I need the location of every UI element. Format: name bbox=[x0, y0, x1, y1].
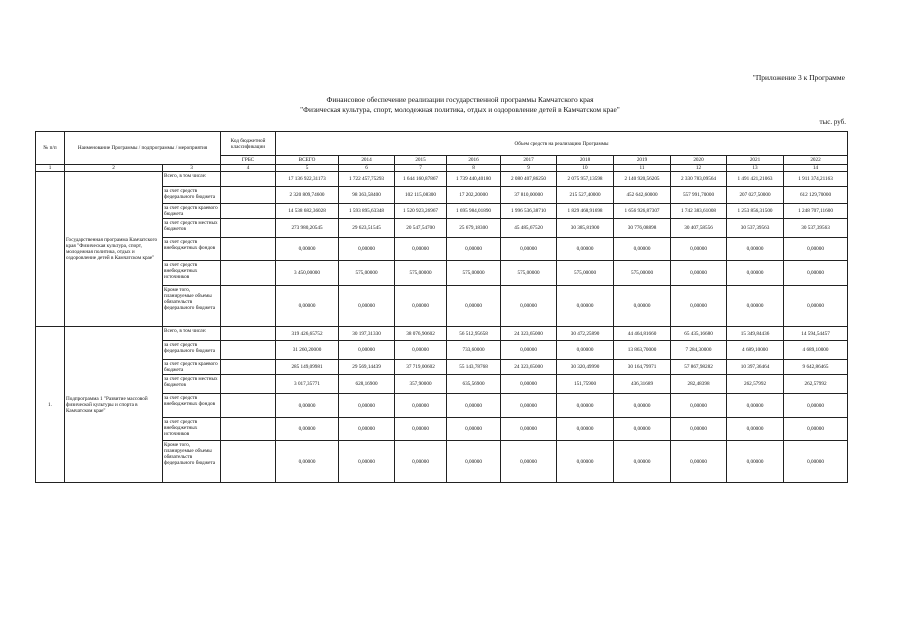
amount-cell: 44 464,81660 bbox=[614, 327, 671, 341]
amount-cell: 0,00000 bbox=[276, 394, 339, 418]
amount-cell: 262,57992 bbox=[784, 375, 848, 394]
funding-source: Кроме того, планируемые объемы обязательств федерального бюджета bbox=[163, 286, 221, 327]
title-line-1: Финансовое обеспечение реализации государственной программы Камчатского края bbox=[326, 95, 594, 104]
amount-cell: 262,57992 bbox=[727, 375, 784, 394]
amount-cell: 10 397,36464 bbox=[727, 360, 784, 375]
amount-cell: 0,00000 bbox=[671, 286, 727, 327]
budget-code bbox=[221, 360, 276, 375]
amount-cell: 0,00000 bbox=[395, 418, 447, 441]
amount-cell: 0,00000 bbox=[501, 375, 557, 394]
amount-cell: 13 863,70000 bbox=[614, 341, 671, 360]
amount-cell: 3 017,35771 bbox=[276, 375, 339, 394]
budget-code bbox=[221, 327, 276, 341]
funding-source: за счет средств федерального бюджета bbox=[163, 187, 221, 204]
funding-source: за счет средств местных бюджетов bbox=[163, 375, 221, 394]
amount-cell: 0,00000 bbox=[339, 418, 395, 441]
amount-cell: 0,00000 bbox=[784, 261, 848, 286]
amount-cell: 37 810,00000 bbox=[501, 187, 557, 204]
amount-cell: 1 520 923,26967 bbox=[395, 204, 447, 219]
budget-code bbox=[221, 394, 276, 418]
amount-cell: 0,00000 bbox=[447, 418, 501, 441]
column-number: 6 bbox=[339, 165, 395, 172]
amount-cell: 0,00000 bbox=[784, 418, 848, 441]
row-number bbox=[36, 172, 65, 327]
amount-cell: 37 719,00602 bbox=[395, 360, 447, 375]
amount-cell: 0,00000 bbox=[339, 286, 395, 327]
amount-cell: 55 143,78768 bbox=[447, 360, 501, 375]
header-year: ВСЕГО bbox=[276, 156, 339, 165]
amount-cell: 1 722 457,75293 bbox=[339, 172, 395, 187]
amount-cell: 0,00000 bbox=[501, 441, 557, 483]
amount-cell: 4 689,10000 bbox=[727, 341, 784, 360]
budget-code bbox=[221, 187, 276, 204]
amount-cell: 215 527,40000 bbox=[557, 187, 614, 204]
amount-cell: 56 512,95658 bbox=[447, 327, 501, 341]
column-number: 2 bbox=[65, 165, 163, 172]
amount-cell: 0,00000 bbox=[276, 238, 339, 261]
amount-cell: 628,16900 bbox=[339, 375, 395, 394]
amount-cell: 0,00000 bbox=[671, 418, 727, 441]
budget-code bbox=[221, 238, 276, 261]
amount-cell: 29 569,14439 bbox=[339, 360, 395, 375]
appendix-label: "Приложение 3 к Программе bbox=[752, 73, 845, 82]
amount-cell: 0,00000 bbox=[557, 441, 614, 483]
amount-cell: 0,00000 bbox=[614, 441, 671, 483]
table-row bbox=[36, 327, 848, 341]
amount-cell: 25 679,18300 bbox=[447, 219, 501, 238]
amount-cell: 0,00000 bbox=[614, 238, 671, 261]
amount-cell: 0,00000 bbox=[395, 286, 447, 327]
amount-cell: 30 537,39563 bbox=[784, 219, 848, 238]
amount-cell: 282,48398 bbox=[671, 375, 727, 394]
funding-source: за счет средств внебюджетных источников bbox=[163, 418, 221, 441]
amount-cell: 65 435,16680 bbox=[671, 327, 727, 341]
amount-cell: 14 594,54457 bbox=[784, 327, 848, 341]
amount-cell: 357,90000 bbox=[395, 375, 447, 394]
program-name: Государственная программа Камчатского края "Физическая культура, спорт, молодежная политика, отдых и оздоровление детей в Камчатском крае" bbox=[65, 172, 163, 327]
amount-cell: 0,00000 bbox=[339, 394, 395, 418]
amount-cell: 30 164,79971 bbox=[614, 360, 671, 375]
amount-cell: 0,00000 bbox=[614, 418, 671, 441]
funding-source: Всего, в том числе: bbox=[163, 327, 221, 341]
amount-cell: 24 323,65000 bbox=[501, 360, 557, 375]
amount-cell: 17 136 922,31173 bbox=[276, 172, 339, 187]
amount-cell: 0,00000 bbox=[557, 394, 614, 418]
funding-source: за счет средств местных бюджетов bbox=[163, 219, 221, 238]
amount-cell: 0,00000 bbox=[784, 394, 848, 418]
amount-cell: 207 027,50000 bbox=[727, 187, 784, 204]
title-line-2: "Физическая культура, спорт, молодежная политика, отдых и оздоровление детей в Камчатском крае" bbox=[300, 105, 620, 114]
amount-cell: 0,00000 bbox=[784, 238, 848, 261]
header-code: Код бюджетной классификации bbox=[221, 132, 276, 156]
header-year: 2022 bbox=[784, 156, 848, 165]
table-header bbox=[36, 132, 848, 172]
budget-code bbox=[221, 219, 276, 238]
amount-cell: 273 980,20545 bbox=[276, 219, 339, 238]
program-name: Подпрограмма 1 "Развитие массовой физической культуры и спорта в Камчатском крае" bbox=[65, 327, 163, 483]
amount-cell: 0,00000 bbox=[784, 441, 848, 483]
amount-cell: 9 642,86465 bbox=[784, 360, 848, 375]
amount-cell: 0,00000 bbox=[501, 394, 557, 418]
amount-cell: 24 323,65000 bbox=[501, 327, 557, 341]
amount-cell: 0,00000 bbox=[557, 418, 614, 441]
amount-cell: 0,00000 bbox=[339, 238, 395, 261]
header-year: 2015 bbox=[395, 156, 447, 165]
amount-cell: 14 538 682,36028 bbox=[276, 204, 339, 219]
funding-source: за счет средств краевого бюджета bbox=[163, 360, 221, 375]
amount-cell: 436,31689 bbox=[614, 375, 671, 394]
amount-cell: 1 248 707,11600 bbox=[784, 204, 848, 219]
column-number: 4 bbox=[221, 165, 276, 172]
amount-cell: 0,00000 bbox=[501, 286, 557, 327]
column-number: 9 bbox=[501, 165, 557, 172]
amount-cell: 0,00000 bbox=[501, 341, 557, 360]
amount-cell: 0,00000 bbox=[727, 418, 784, 441]
amount-cell: 1 644 160,87867 bbox=[395, 172, 447, 187]
funding-source: за счет средств федерального бюджета bbox=[163, 341, 221, 360]
amount-cell: 0,00000 bbox=[671, 394, 727, 418]
amount-cell: 285 149,09981 bbox=[276, 360, 339, 375]
header-year: 2021 bbox=[727, 156, 784, 165]
header-year: 2017 bbox=[501, 156, 557, 165]
budget-code bbox=[221, 341, 276, 360]
amount-cell: 733,60000 bbox=[447, 341, 501, 360]
amount-cell: 1 695 984,01890 bbox=[447, 204, 501, 219]
funding-source: за счет средств внебюджетных фондов bbox=[163, 238, 221, 261]
amount-cell: 0,00000 bbox=[727, 441, 784, 483]
amount-cell: 30 197,31330 bbox=[339, 327, 395, 341]
amount-cell: 452 642,60000 bbox=[614, 187, 671, 204]
amount-cell: 15 349,84436 bbox=[727, 327, 784, 341]
amount-cell: 17 202,20000 bbox=[447, 187, 501, 204]
amount-cell: 319 426,65752 bbox=[276, 327, 339, 341]
column-number: 11 bbox=[614, 165, 671, 172]
header-year: 2018 bbox=[557, 156, 614, 165]
amount-cell: 0,00000 bbox=[339, 341, 395, 360]
column-number: 14 bbox=[784, 165, 848, 172]
funding-source: за счет средств внебюджетных источников bbox=[163, 261, 221, 286]
amount-cell: 1 742 383,61008 bbox=[671, 204, 727, 219]
funding-source: за счет средств внебюджетных фондов bbox=[163, 394, 221, 418]
amount-cell: 1 656 926,87307 bbox=[614, 204, 671, 219]
amount-cell: 29 623,51545 bbox=[339, 219, 395, 238]
amount-cell: 0,00000 bbox=[395, 441, 447, 483]
amount-cell: 635,56900 bbox=[447, 375, 501, 394]
amount-cell: 0,00000 bbox=[447, 441, 501, 483]
budget-code bbox=[221, 204, 276, 219]
financing-table bbox=[35, 131, 848, 483]
header-name: Наименование Программы / подпрограммы / мероприятия bbox=[65, 132, 221, 165]
amount-cell: 2 330 783,09564 bbox=[671, 172, 727, 187]
column-number: 5 bbox=[276, 165, 339, 172]
amount-cell: 2 140 920,56205 bbox=[614, 172, 671, 187]
amount-cell: 575,00000 bbox=[614, 261, 671, 286]
amount-cell: 0,00000 bbox=[447, 286, 501, 327]
amount-cell: 30 776,08898 bbox=[614, 219, 671, 238]
amount-cell: 0,00000 bbox=[557, 341, 614, 360]
amount-cell: 0,00000 bbox=[671, 441, 727, 483]
funding-source: за счет средств краевого бюджета bbox=[163, 204, 221, 219]
amount-cell: 0,00000 bbox=[671, 238, 727, 261]
header-year: 2016 bbox=[447, 156, 501, 165]
row-number: 1. bbox=[36, 327, 65, 483]
amount-cell: 0,00000 bbox=[557, 286, 614, 327]
amount-cell: 2 075 957,13598 bbox=[557, 172, 614, 187]
amount-cell: 0,00000 bbox=[395, 238, 447, 261]
budget-code bbox=[221, 286, 276, 327]
amount-cell: 30 407,58556 bbox=[671, 219, 727, 238]
amount-cell: 575,00000 bbox=[501, 261, 557, 286]
amount-cell: 575,00000 bbox=[395, 261, 447, 286]
column-number: 10 bbox=[557, 165, 614, 172]
amount-cell: 2 320 809,74600 bbox=[276, 187, 339, 204]
amount-cell: 0,00000 bbox=[276, 441, 339, 483]
amount-cell: 98 363,58400 bbox=[339, 187, 395, 204]
amount-cell: 0,00000 bbox=[501, 418, 557, 441]
amount-cell: 57 867,98282 bbox=[671, 360, 727, 375]
amount-cell: 2 080 407,86250 bbox=[501, 172, 557, 187]
amount-cell: 1 911 374,21163 bbox=[784, 172, 848, 187]
amount-cell: 151,75900 bbox=[557, 375, 614, 394]
amount-cell: 102 115,08300 bbox=[395, 187, 447, 204]
amount-cell: 0,00000 bbox=[447, 238, 501, 261]
column-number: 8 bbox=[447, 165, 501, 172]
amount-cell: 20 547,54700 bbox=[395, 219, 447, 238]
amount-cell: 7 284,30000 bbox=[671, 341, 727, 360]
amount-cell: 1 491 421,21063 bbox=[727, 172, 784, 187]
amount-cell: 30 537,39563 bbox=[727, 219, 784, 238]
header-year: 2019 bbox=[614, 156, 671, 165]
column-number: 13 bbox=[727, 165, 784, 172]
header-year: 2020 bbox=[671, 156, 727, 165]
header-volume: Объем средств на реализацию Программы bbox=[276, 132, 848, 156]
amount-cell: 1 253 856,31500 bbox=[727, 204, 784, 219]
amount-cell: 0,00000 bbox=[727, 394, 784, 418]
document-title bbox=[160, 95, 760, 115]
amount-cell: 575,00000 bbox=[339, 261, 395, 286]
amount-cell: 45 485,67520 bbox=[501, 219, 557, 238]
amount-cell: 38 076,90602 bbox=[395, 327, 447, 341]
amount-cell: 0,00000 bbox=[276, 286, 339, 327]
amount-cell: 0,00000 bbox=[614, 394, 671, 418]
header-num: № п/п bbox=[36, 132, 65, 165]
amount-cell: 0,00000 bbox=[727, 238, 784, 261]
amount-cell: 612 129,70000 bbox=[784, 187, 848, 204]
amount-cell: 1 996 536,38710 bbox=[501, 204, 557, 219]
amount-cell: 0,00000 bbox=[395, 341, 447, 360]
amount-cell: 575,00000 bbox=[557, 261, 614, 286]
column-number: 3 bbox=[163, 165, 221, 172]
funding-source: Всего, в том числе: bbox=[163, 172, 221, 187]
amount-cell: 0,00000 bbox=[557, 238, 614, 261]
amount-cell: 0,00000 bbox=[614, 286, 671, 327]
funding-source: Кроме того, планируемые объемы обязательств федерального бюджета bbox=[163, 441, 221, 483]
amount-cell: 1 829 468,91698 bbox=[557, 204, 614, 219]
amount-cell: 30 472,25890 bbox=[557, 327, 614, 341]
column-number: 7 bbox=[395, 165, 447, 172]
amount-cell: 0,00000 bbox=[395, 394, 447, 418]
amount-cell: 0,00000 bbox=[447, 394, 501, 418]
amount-cell: 30 320,49990 bbox=[557, 360, 614, 375]
amount-cell: 575,00000 bbox=[447, 261, 501, 286]
amount-cell: 557 991,70000 bbox=[671, 187, 727, 204]
amount-cell: 0,00000 bbox=[727, 261, 784, 286]
amount-cell: 0,00000 bbox=[671, 261, 727, 286]
amount-cell: 1 739 440,40180 bbox=[447, 172, 501, 187]
amount-cell: 3 450,00000 bbox=[276, 261, 339, 286]
amount-cell: 1 593 895,63348 bbox=[339, 204, 395, 219]
column-number: 12 bbox=[671, 165, 727, 172]
table-row bbox=[36, 172, 848, 187]
amount-cell: 0,00000 bbox=[784, 286, 848, 327]
amount-cell: 0,00000 bbox=[727, 286, 784, 327]
budget-code bbox=[221, 441, 276, 483]
amount-cell: 0,00000 bbox=[339, 441, 395, 483]
amount-cell: 0,00000 bbox=[276, 418, 339, 441]
amount-cell: 0,00000 bbox=[501, 238, 557, 261]
column-number: 1 bbox=[36, 165, 65, 172]
budget-code bbox=[221, 418, 276, 441]
budget-code bbox=[221, 261, 276, 286]
amount-cell: 30 385,81900 bbox=[557, 219, 614, 238]
budget-code bbox=[221, 375, 276, 394]
amount-cell: 4 689,10000 bbox=[784, 341, 848, 360]
header-year: 2014 bbox=[339, 156, 395, 165]
header-grbs: ГРБС bbox=[221, 156, 276, 165]
amount-cell: 31 260,20000 bbox=[276, 341, 339, 360]
budget-code bbox=[221, 172, 276, 187]
unit-label: тыс. руб. bbox=[819, 118, 846, 126]
